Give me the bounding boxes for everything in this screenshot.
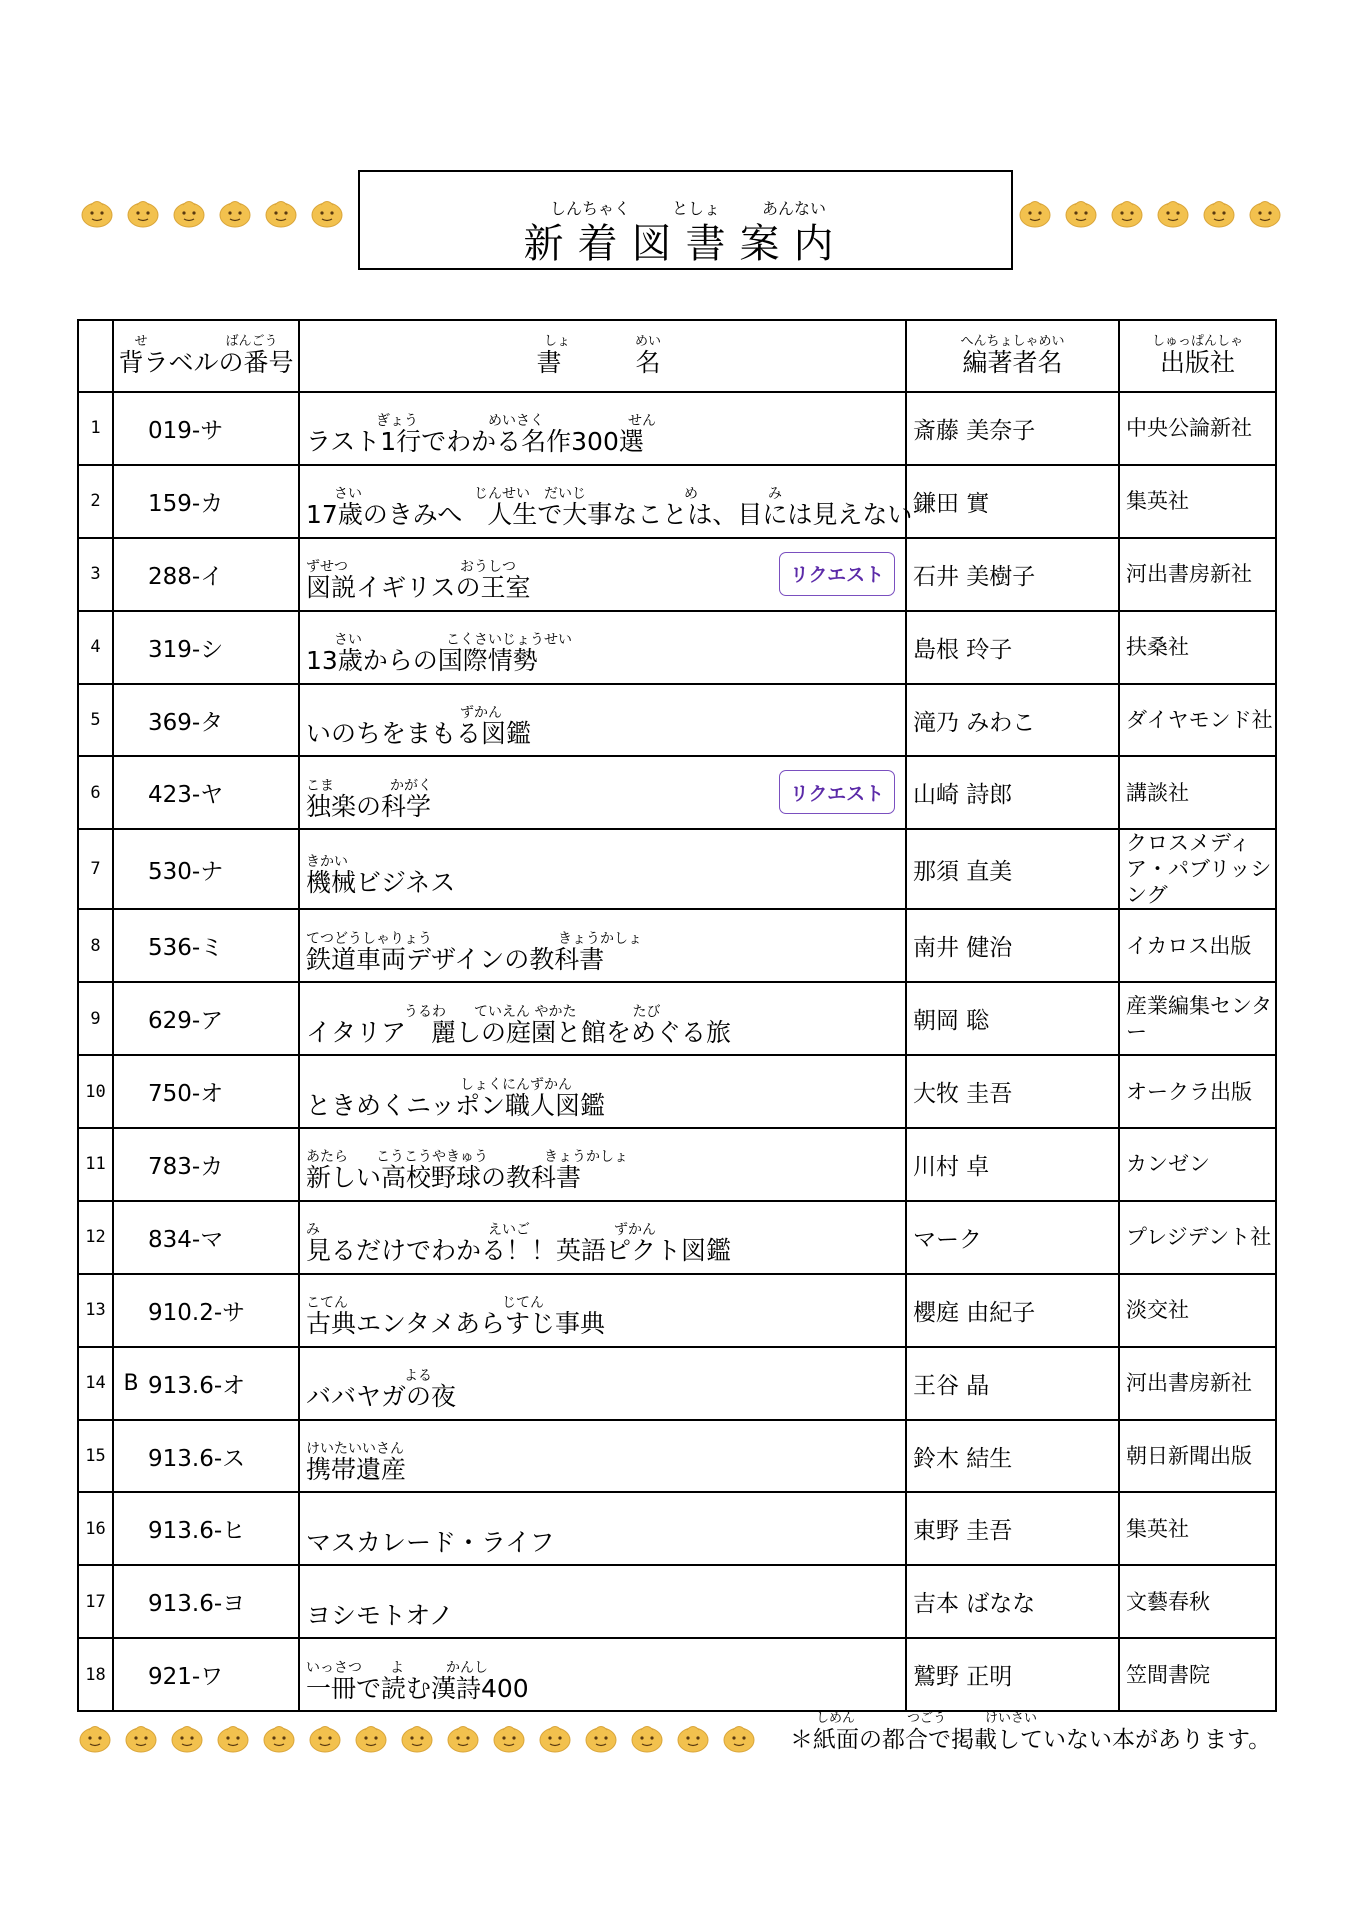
spine-label-cell bbox=[113, 1638, 299, 1711]
spine-label-cell bbox=[113, 756, 299, 829]
table-row bbox=[78, 756, 1276, 829]
table-row bbox=[78, 465, 1276, 538]
book-title: 携帯遺産 bbox=[306, 1455, 407, 1485]
book-title: マスカレード・ライフ bbox=[306, 1527, 555, 1557]
author: 島根 玲子 bbox=[906, 611, 1119, 684]
pumpkin-icon bbox=[1110, 195, 1144, 229]
table-row bbox=[78, 982, 1276, 1055]
spine-label-cell bbox=[113, 392, 299, 465]
book-title: ババヤガの夜 bbox=[306, 1382, 457, 1412]
book-list-table bbox=[77, 319, 1277, 1712]
title-ruby: うるわ ていえん やかた たび bbox=[306, 1003, 661, 1020]
table-row bbox=[78, 611, 1276, 684]
table-row bbox=[78, 1492, 1276, 1565]
title-ruby bbox=[306, 1588, 905, 1602]
footnote-ruby: しめん つごう けいさい bbox=[790, 1711, 1038, 1726]
title-cell bbox=[299, 465, 913, 538]
row-number: 16 bbox=[78, 1492, 113, 1565]
pumpkin-icon bbox=[1202, 195, 1236, 229]
spine-label-cell bbox=[113, 1492, 299, 1565]
publisher: 淡交社 bbox=[1119, 1274, 1276, 1347]
publisher: 河出書房新社 bbox=[1119, 1347, 1276, 1420]
row-number: 13 bbox=[78, 1274, 113, 1347]
pumpkin-decoration-right bbox=[1018, 195, 1294, 229]
pumpkin-icon bbox=[1018, 195, 1052, 229]
spine-label: 159-カ bbox=[148, 490, 224, 517]
footnote bbox=[790, 1712, 1290, 1754]
row-number: 5 bbox=[78, 684, 113, 757]
publisher: 産業編集センター bbox=[1119, 982, 1276, 1055]
book-title: 図説イギリスの王室 bbox=[306, 573, 531, 603]
book-title: 機械ビジネス bbox=[306, 868, 456, 898]
spine-label: 423-ヤ bbox=[148, 782, 224, 809]
pumpkin-icon bbox=[218, 195, 252, 229]
author: 南井 健治 bbox=[906, 909, 1119, 982]
spine-label-cell bbox=[113, 538, 299, 611]
spine-label-cell bbox=[113, 829, 299, 909]
title-cell bbox=[299, 1347, 906, 1420]
publisher: 河出書房新社 bbox=[1119, 538, 1276, 611]
pumpkin-icon bbox=[172, 195, 206, 229]
spine-label: 913.6-オ bbox=[148, 1372, 246, 1399]
spine-label: 913.6-ヒ bbox=[148, 1518, 246, 1545]
row-number: 4 bbox=[78, 611, 113, 684]
header-title: しょ めい 書 名 bbox=[299, 320, 906, 392]
author: 朝岡 聡 bbox=[906, 982, 1119, 1055]
book-title: 古典エンタメあらすじ事典 bbox=[306, 1309, 606, 1339]
row-number: 18 bbox=[78, 1638, 113, 1711]
pumpkin-icon bbox=[722, 1720, 756, 1754]
spine-label-cell bbox=[113, 611, 299, 684]
title-ruby-3: あんない bbox=[762, 199, 827, 218]
book-title: いのちをまもる図鑑 bbox=[306, 719, 532, 748]
spine-label-cell bbox=[113, 465, 299, 538]
title-ruby: よる bbox=[306, 1368, 432, 1385]
book-title: 独楽の科学 bbox=[306, 791, 432, 821]
table-row bbox=[78, 1274, 1276, 1347]
title-cell bbox=[299, 1565, 906, 1638]
author: 斎藤 美奈子 bbox=[906, 392, 1119, 465]
title-ruby: いっさつ よ かんし bbox=[306, 1659, 488, 1676]
author: 川村 卓 bbox=[906, 1128, 1119, 1201]
row-number: 6 bbox=[78, 756, 113, 829]
title-ruby: てつどうしゃりょう きょうかしょ bbox=[306, 930, 642, 947]
title-ruby: み えいご ずかん bbox=[306, 1222, 656, 1239]
table-row bbox=[78, 909, 1276, 982]
spine-label-cell bbox=[113, 1128, 299, 1201]
title-cell bbox=[299, 982, 906, 1055]
book-title: ヨシモトオノ bbox=[306, 1600, 454, 1630]
spine-label-cell bbox=[113, 1565, 299, 1638]
row-number: 7 bbox=[78, 829, 113, 909]
pumpkin-icon bbox=[584, 1720, 618, 1754]
pumpkin-icon bbox=[216, 1720, 250, 1754]
book-title: 17歳のきみへ 人生で大事なことは、目には見えない bbox=[306, 500, 913, 530]
author: 石井 美樹子 bbox=[906, 538, 1119, 611]
spine-label-cell bbox=[113, 1274, 299, 1347]
pumpkin-icon bbox=[676, 1720, 710, 1754]
header-publisher: しゅっぱんしゃ 出版社 bbox=[1119, 320, 1276, 392]
title-cell bbox=[299, 1420, 906, 1493]
spine-label-cell bbox=[113, 1201, 299, 1274]
pumpkin-icon bbox=[308, 1720, 342, 1754]
author: 吉本 ばなな bbox=[906, 1565, 1119, 1638]
table-row bbox=[78, 1201, 1276, 1274]
publisher: 集英社 bbox=[1119, 465, 1276, 538]
request-badge: リクエスト bbox=[779, 552, 895, 596]
spine-label: 834-マ bbox=[148, 1226, 224, 1253]
publisher: プレジデント社 bbox=[1119, 1201, 1276, 1274]
title-ruby: ずかん bbox=[306, 705, 502, 721]
book-title: 一冊で読む漢詩400 bbox=[306, 1673, 529, 1703]
table-row bbox=[78, 684, 1276, 757]
title-ruby: ずせつ おうしつ bbox=[306, 559, 516, 576]
title-cell bbox=[299, 392, 906, 465]
publisher: クロスメディア・パブリッシング bbox=[1119, 829, 1276, 909]
pumpkin-icon bbox=[126, 195, 160, 229]
title-cell bbox=[299, 1055, 906, 1128]
pumpkin-icon bbox=[538, 1720, 572, 1754]
pumpkin-icon bbox=[170, 1720, 204, 1754]
author: マーク bbox=[906, 1201, 1119, 1274]
pumpkin-icon bbox=[1248, 195, 1282, 229]
pumpkin-decoration-bottom bbox=[78, 1720, 768, 1754]
row-number: 10 bbox=[78, 1055, 113, 1128]
table-row bbox=[78, 1420, 1276, 1493]
title-cell bbox=[299, 1492, 906, 1565]
title-ruby: きかい bbox=[306, 854, 348, 871]
row-number: 9 bbox=[78, 982, 113, 1055]
page-title: 新着図書案内 bbox=[523, 221, 848, 267]
title-ruby: しょくにんずかん bbox=[306, 1076, 572, 1093]
title-ruby: さい こくさいじょうせい bbox=[306, 632, 572, 649]
table-row bbox=[78, 829, 1276, 909]
footnote-text: ＊紙面の都合で掲載していない本があります。 bbox=[790, 1727, 1272, 1753]
title-ruby: けいたいいさん bbox=[306, 1441, 404, 1458]
spine-label-prefix: B bbox=[123, 1370, 139, 1396]
title-ruby: こま かがく bbox=[306, 777, 432, 794]
spine-label: 913.6-ス bbox=[148, 1445, 246, 1472]
title-cell bbox=[299, 1128, 906, 1201]
header-label: せ ばんごう 背ラベルの番号 bbox=[113, 320, 299, 392]
table-row bbox=[78, 1347, 1276, 1420]
spine-label: 536-ミ bbox=[148, 935, 224, 962]
title-cell bbox=[299, 684, 906, 757]
spine-label: 319-シ bbox=[148, 636, 224, 663]
spine-label-cell bbox=[113, 982, 299, 1055]
pumpkin-icon bbox=[1156, 195, 1190, 229]
author: 滝乃 みわこ bbox=[906, 684, 1119, 757]
book-title: ラスト1行でわかる名作300選 bbox=[306, 427, 644, 457]
spine-label: 288-イ bbox=[148, 563, 224, 590]
spine-label-cell bbox=[113, 1347, 299, 1420]
row-number: 14 bbox=[78, 1347, 113, 1420]
title-ruby: ぎょう めいさく せん bbox=[306, 413, 656, 430]
title-ruby-1: しんちゃく bbox=[550, 199, 631, 218]
row-number: 3 bbox=[78, 538, 113, 611]
spine-label: 921-ワ bbox=[148, 1664, 224, 1691]
spine-label: 913.6-ヨ bbox=[148, 1591, 246, 1618]
pumpkin-icon bbox=[78, 1720, 112, 1754]
title-cell bbox=[299, 909, 906, 982]
row-number: 15 bbox=[78, 1420, 113, 1493]
title-cell bbox=[299, 756, 906, 829]
page-title-box bbox=[358, 170, 1013, 270]
spine-label-cell bbox=[113, 1055, 299, 1128]
title-cell bbox=[299, 1638, 906, 1711]
spine-label: 019-サ bbox=[148, 417, 224, 444]
pumpkin-icon bbox=[400, 1720, 434, 1754]
table-row bbox=[78, 1638, 1276, 1711]
publisher: 集英社 bbox=[1119, 1492, 1276, 1565]
request-badge: リクエスト bbox=[779, 770, 895, 814]
publisher: 扶桑社 bbox=[1119, 611, 1276, 684]
spine-label: 629-ア bbox=[148, 1008, 224, 1035]
spine-label: 783-カ bbox=[148, 1153, 224, 1180]
book-title: 13歳からの国際情勢 bbox=[306, 646, 538, 676]
row-number: 12 bbox=[78, 1201, 113, 1274]
book-title: イタリア 麗しの庭園と館をめぐる旅 bbox=[306, 1017, 732, 1047]
publisher: カンゼン bbox=[1119, 1128, 1276, 1201]
pumpkin-icon bbox=[630, 1720, 664, 1754]
pumpkin-icon bbox=[492, 1720, 526, 1754]
title-ruby: あたら こうこうやきゅう きょうかしょ bbox=[306, 1149, 628, 1166]
publisher: ダイヤモンド社 bbox=[1119, 684, 1276, 757]
author: 大牧 圭吾 bbox=[906, 1055, 1119, 1128]
table-row bbox=[78, 1128, 1276, 1201]
book-title: 新しい高校野球の教科書 bbox=[306, 1163, 582, 1193]
spine-label: 910.2-サ bbox=[148, 1299, 246, 1326]
row-number: 17 bbox=[78, 1565, 113, 1638]
header-author: へんちょしゃめい 編著者名 bbox=[906, 320, 1119, 392]
author: 鈴木 結生 bbox=[906, 1420, 1119, 1493]
row-number: 11 bbox=[78, 1128, 113, 1201]
author: 王谷 晶 bbox=[906, 1347, 1119, 1420]
author: 那須 直美 bbox=[906, 829, 1119, 909]
book-title: 見るだけでわかる！！英語ピクト図鑑 bbox=[306, 1236, 732, 1266]
book-title: ときめくニッポン職人図鑑 bbox=[306, 1090, 606, 1120]
title-cell bbox=[299, 1201, 906, 1274]
publisher: 文藝春秋 bbox=[1119, 1565, 1276, 1638]
publisher: オークラ出版 bbox=[1119, 1055, 1276, 1128]
pumpkin-icon bbox=[354, 1720, 388, 1754]
pumpkin-icon bbox=[80, 195, 114, 229]
pumpkin-icon bbox=[124, 1720, 158, 1754]
pumpkin-icon bbox=[446, 1720, 480, 1754]
title-cell bbox=[299, 538, 906, 611]
spine-label: 530-ナ bbox=[148, 858, 224, 885]
title-ruby: こてん じてん bbox=[306, 1295, 544, 1312]
header-no bbox=[78, 320, 113, 392]
author: 山崎 詩郎 bbox=[906, 756, 1119, 829]
publisher: 朝日新聞出版 bbox=[1119, 1420, 1276, 1493]
author: 鎌田 實 bbox=[906, 465, 1119, 538]
title-cell bbox=[299, 1274, 906, 1347]
title-cell bbox=[299, 829, 906, 909]
author: 東野 圭吾 bbox=[906, 1492, 1119, 1565]
publisher: 中央公論新社 bbox=[1119, 392, 1276, 465]
table-row bbox=[78, 392, 1276, 465]
pumpkin-decoration-left bbox=[80, 195, 356, 229]
row-number: 1 bbox=[78, 392, 113, 465]
spine-label-cell bbox=[113, 684, 299, 757]
row-number: 2 bbox=[78, 465, 113, 538]
spine-label-cell bbox=[113, 909, 299, 982]
book-title: 鉄道車両デザインの教科書 bbox=[306, 944, 605, 974]
author: 鷲野 正明 bbox=[906, 1638, 1119, 1711]
pumpkin-icon bbox=[310, 195, 344, 229]
table-row bbox=[78, 1565, 1276, 1638]
table-row bbox=[78, 1055, 1276, 1128]
title-ruby bbox=[306, 1515, 905, 1529]
pumpkin-icon bbox=[264, 195, 298, 229]
table-header-row bbox=[78, 320, 1276, 392]
title-ruby-2: としょ bbox=[672, 199, 721, 218]
title-cell bbox=[299, 611, 906, 684]
publisher: 講談社 bbox=[1119, 756, 1276, 829]
pumpkin-icon bbox=[1064, 195, 1098, 229]
spine-label: 750-オ bbox=[148, 1081, 224, 1108]
spine-label: 369-タ bbox=[148, 709, 224, 736]
publisher: イカロス出版 bbox=[1119, 909, 1276, 982]
pumpkin-icon bbox=[262, 1720, 296, 1754]
author: 櫻庭 由紀子 bbox=[906, 1274, 1119, 1347]
spine-label-cell bbox=[113, 1420, 299, 1493]
title-ruby: さい じんせい だいじ め み bbox=[306, 486, 782, 503]
publisher: 笠間書院 bbox=[1119, 1638, 1276, 1711]
row-number: 8 bbox=[78, 909, 113, 982]
table-row bbox=[78, 538, 1276, 611]
